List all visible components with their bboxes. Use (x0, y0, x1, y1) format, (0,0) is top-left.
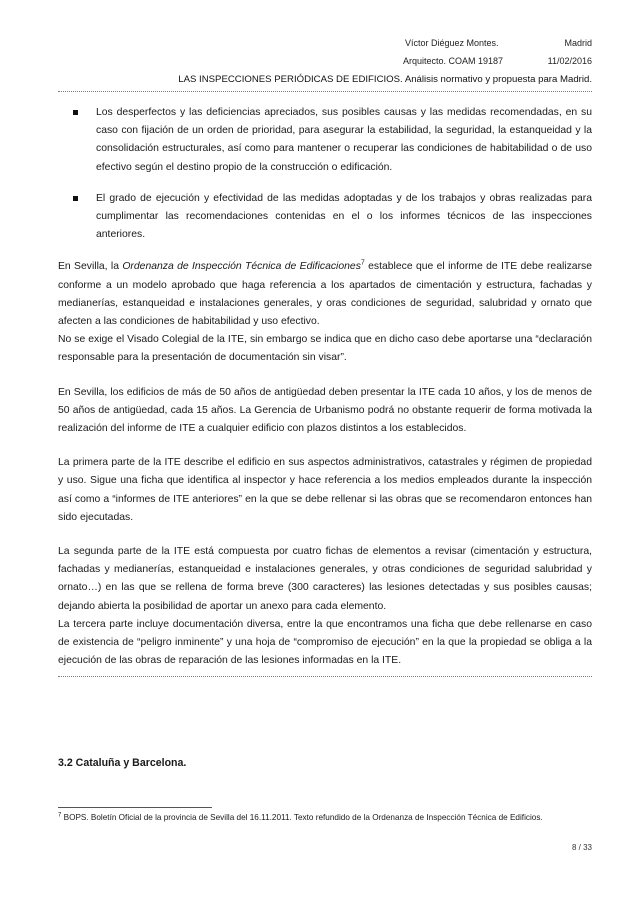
page-header (0, 0, 638, 92)
document-body (58, 96, 592, 677)
paragraph-visado: No se exige el Visado Colegial de la ITE, sin embargo se indica que en dicho caso debe aportarse una “declaración responsable para la presentación de documentación sin visar”. (58, 334, 592, 364)
footnote-divider (58, 807, 212, 808)
paragraph-primera-parte: La primera parte de la ITE describe el edificio en sus aspectos administrativos, catastrales y régimen de propiedad y uso. Sigue una ficha que identifica al inspector y hace referencia a los medios empleados durante la inspección así como a “informes de ITE anteriores” en la que se debe rellenar si las obras que se recomendaron entonces han sido ejecutadas. (58, 457, 592, 523)
bullet-item (58, 104, 592, 177)
header-date: 11/02/2016 (547, 56, 592, 66)
footnote-reference: 7 (360, 259, 365, 267)
header-city: Madrid (564, 38, 592, 48)
section-divider (58, 676, 592, 677)
header-divider (58, 91, 592, 92)
paragraph-ordenanza (58, 258, 592, 331)
page-number: 8 / 33 (571, 843, 592, 852)
header-title: LAS INSPECCIONES PERIÓDICAS DE EDIFICIOS. Análisis normativo y propuesta para Madrid. (178, 74, 592, 85)
paragraph-text: establece que el informe de ITE debe realizarse conforme a un modelo aprobado que haga referencia a los apartados de cimentación y estructura, fachadas y medianerías, estanqueidad e instalaciones generales, y oras condiciones de seguridad, salubridad y ornato que afecten a las condiciones de habitabilidad y uso efectivo. (58, 261, 593, 328)
section-heading: 3.2 Cataluña y Barcelona. (58, 757, 187, 769)
footnote-number: 7 (58, 812, 62, 819)
bullet-item (58, 190, 592, 245)
paragraph-text: En Sevilla, la (58, 261, 123, 273)
square-bullet-icon (73, 196, 78, 201)
ordinance-title: Ordenanza de Inspección Técnica de Edificaciones (122, 261, 361, 273)
paragraph-tercera-parte: La tercera parte incluye documentación diversa, entre la que encontramos una ficha que debe rellenarse en caso de existencia de “peligro inminente” y una hoja de “compromiso de ejecución” en la que la propiedad se obliga a la ejecución de las obras de reparación de las lesiones informadas en la ITE. (58, 618, 592, 667)
footnote (58, 812, 598, 824)
header-profession: Arquitecto. COAM 19187 (403, 56, 504, 66)
paragraph-plazos: En Sevilla, los edificios de más de 50 años de antigüedad deben presentar la ITE cada 10 años, y los de menos de 50 años de antigüedad, cada 15 años. La Gerencia de Urbanismo podrá no obstante requerir de forma motivada la realización del informe de ITE a cualquier edificio con plazos distintos a los establecidos. (58, 386, 592, 435)
paragraph-segunda-parte: La segunda parte de la ITE está compuesta por cuatro fichas de elementos a revisar (cimentación y estructura, fachadas y medianerías, estanqueidad e instalaciones generales, y otras condiciones de seguridad salubridad y ornato…) en las que se rellena de forma breve (300 caracteres) las lesiones detectadas y sus posibles causas; dejando abierta la posibilidad de aportar un anexo para cada elemento. (58, 546, 592, 612)
bullet-text: El grado de ejecución y efectividad de las medidas adoptadas y de los trabajos y obras realizadas para cumplimentar las recomendaciones contenidas en el o los informes técnicos de las inspecciones anteriores. (96, 192, 592, 241)
bullet-text: Los desperfectos y las deficiencias apreciados, sus posibles causas y las medidas recomendadas, en su caso con fijación de un orden de prioridad, para asegurar la estabilidad, la seguridad, la estanqueidad y la consolidación estructurales, así como para mantener o recuperar las condiciones de habitabilidad o de uso efectivo según el destino propio de la construcción o edificación. (96, 107, 592, 173)
square-bullet-icon (73, 110, 78, 115)
header-author: Víctor Diéguez Montes. (405, 38, 499, 48)
footnote-text: BOPS. Boletín Oficial de la provincia de Sevilla del 16.11.2011. Texto refundido de la Ordenanza de Inspección Técnica de Edificios. (61, 813, 543, 822)
